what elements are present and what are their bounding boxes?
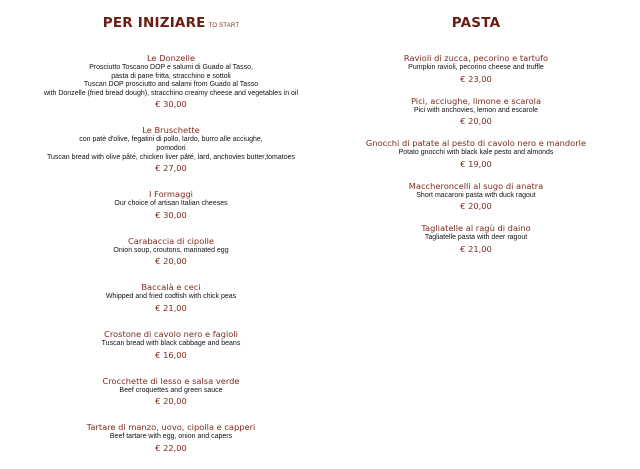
item-description: pasta di pane fritta, stracchino e sottoli: [111, 72, 231, 80]
item-price: € 20,00: [155, 396, 187, 407]
item-description: Beef croquettes and green sauce: [119, 386, 223, 394]
item-description: Tuscan bread with olive pâté, chicken liver pâté, lard, anchovies butter,tomatoes: [47, 153, 295, 161]
item-price: € 22,00: [155, 442, 187, 453]
item-price: € 21,00: [155, 302, 187, 313]
item-description: Pici with anchovies, lemon and escarole: [413, 106, 539, 114]
item-description: Beef tartare with egg, onion and capers: [109, 433, 233, 441]
item-description: Tuscan DOP prosciutto and salami from Guado al Tasso: [83, 81, 259, 89]
menu-item-ravioli: [340, 53, 612, 85]
pasta-header: [340, 12, 612, 34]
item-name: Crocchette di lesso e salsa verde: [102, 375, 240, 386]
item-name: Tartare di manzo, uovo, cipolla e capperi: [86, 422, 256, 433]
menu-item-baccala: [40, 282, 302, 314]
item-description: Tuscan bread with black cabbage and beans: [101, 339, 241, 347]
item-price: € 23,00: [460, 73, 492, 84]
item-description: Pumpkin ravioli, pecorino cheese and truffle: [408, 64, 544, 71]
menu-item-pici: [340, 96, 612, 128]
menu-item-crocchette: [40, 376, 302, 408]
menu-item-maccheroncelli: [340, 181, 612, 213]
item-name: Carabaccia di cipolle: [127, 235, 214, 246]
item-name: Crostone di cavolo nero e fagioli: [104, 328, 238, 339]
item-description: Tagliatelle pasta with deer ragout: [424, 234, 528, 242]
item-price: € 20,00: [460, 201, 492, 212]
item-description: Potato gnocchi with black kale pesto and almonds: [398, 149, 554, 157]
item-name: Le Donzelle: [146, 53, 196, 63]
menu-item-i-formaggi: [40, 189, 302, 221]
item-description: Onion soup, croutons, marinated egg: [113, 246, 229, 254]
item-price: € 16,00: [155, 349, 187, 360]
menu-item-tagliatelle: [340, 223, 612, 255]
per-iniziare-column: [40, 12, 302, 469]
menu-item-le-donzelle: [40, 53, 302, 110]
item-description: Prosciutto Toscano DOP e salumi di Guado al Tasso,: [89, 64, 253, 71]
item-price: € 30,00: [155, 209, 187, 220]
item-description: con patè d'olive, fegatini di pollo, lardo, burro alle acciughe,: [79, 136, 263, 144]
per-iniziare-header: [40, 12, 302, 34]
item-description: with Donzelle (fried bread dough), stracchino creamy cheese and vegetables in oil: [43, 89, 299, 97]
item-price: € 30,00: [155, 99, 187, 110]
item-name: Baccalà e ceci: [141, 282, 201, 293]
item-price: € 20,00: [155, 256, 187, 267]
item-price: € 20,00: [460, 116, 492, 127]
menu-item-le-bruschette: [40, 125, 302, 174]
item-name: Le Bruschette: [142, 125, 200, 136]
item-description: pomodori: [156, 144, 186, 152]
item-price: € 27,00: [155, 163, 187, 174]
item-description: Whipped and fried codfish with chick peas: [105, 293, 237, 301]
section-title-pasta: PASTA: [451, 15, 501, 31]
menu-item-gnocchi: [340, 138, 612, 170]
menu-item-carabaccia: [40, 236, 302, 268]
item-name: I Formaggi: [149, 189, 193, 200]
item-name: Maccheroncelli al sugo di anatra: [408, 180, 544, 191]
item-name: Gnocchi di patate al pesto di cavolo nero e mandorle: [365, 138, 587, 149]
item-description: Our choice of artisan Italian cheeses: [114, 200, 228, 208]
item-name: Ravioli di zucca, pecorino e tartufo: [403, 53, 549, 63]
section-title-per-iniziare: PER INIZIARE: [102, 15, 206, 31]
pasta-column: [340, 12, 612, 266]
item-price: € 21,00: [460, 243, 492, 254]
item-description: Short macaroni pasta with duck ragout: [416, 191, 536, 199]
section-subtitle-to-start: TO START: [208, 23, 240, 29]
menu-item-crostone: [40, 329, 302, 361]
item-price: € 19,00: [460, 158, 492, 169]
item-name: Pici, acciughe, limone e scarola: [410, 95, 542, 106]
menu-item-tartare: [40, 422, 302, 454]
item-name: Tagliatelle al ragù di daino: [421, 223, 531, 234]
